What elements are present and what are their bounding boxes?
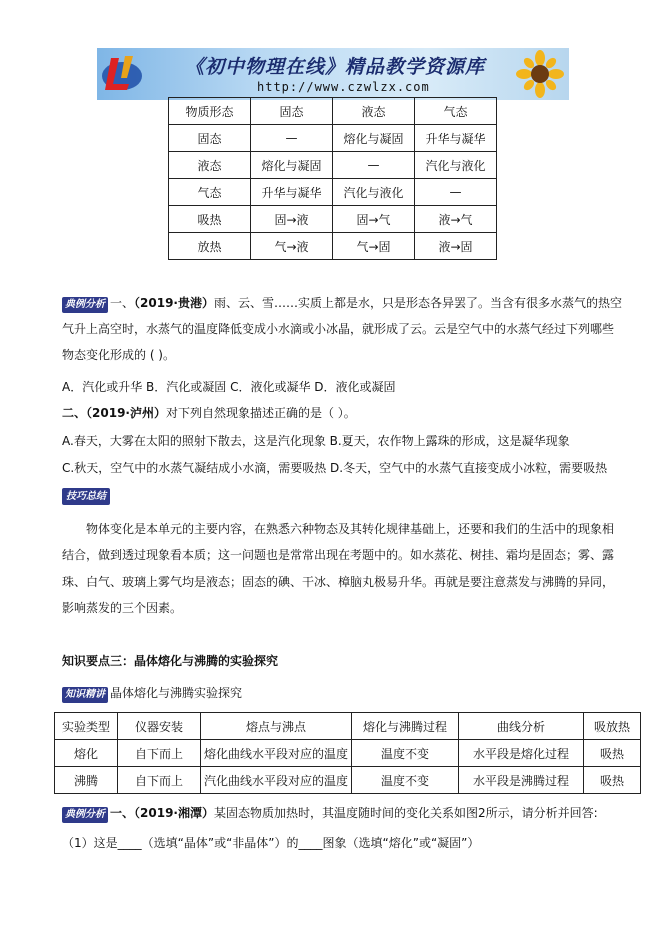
table-header-cell: 熔化与沸腾过程	[352, 713, 459, 740]
table-cell: 固→液	[251, 206, 333, 233]
table-cell: 自下而上	[118, 767, 201, 794]
table-cell: 水平段是熔化过程	[459, 740, 584, 767]
table-row	[169, 206, 497, 233]
table-header-cell: 曲线分析	[459, 713, 584, 740]
table-header-cell: 实验类型	[55, 713, 118, 740]
table-row	[169, 98, 497, 125]
table-row	[169, 125, 497, 152]
example-tag: 典例分析	[62, 297, 108, 313]
example1-q2-stem: 二、（2019·泸州）对下列自然现象描述正确的是（ ）。	[62, 406, 356, 420]
table-cell: 液态	[169, 152, 251, 179]
knowledge-tag: 知识精讲	[62, 687, 108, 703]
table-cell: —	[333, 152, 415, 179]
section3-heading: 知识要点三：晶体熔化与沸腾的实验探究	[62, 654, 279, 668]
example2-sub1: （1）这是____（选填“晶体”或“非晶体”）的____图象（选填“熔化”或“凝固”）	[62, 836, 480, 850]
table-cell: 液→固	[415, 233, 497, 260]
table-cell: 熔化曲线水平段对应的温度	[201, 740, 352, 767]
table-cell: 气→液	[251, 233, 333, 260]
summary-tag: 技巧总结	[62, 488, 110, 505]
example2-stem: 典例分析 一、（2019·湘潭）某固态物质加热时，其温度随时间的变化关系如图2所示，请分析并回答:	[62, 800, 598, 826]
table-cell: 汽化曲线水平段对应的温度	[201, 767, 352, 794]
logo-icon	[99, 50, 145, 96]
example1-q1-line3: 物态变化形成的 ( )。	[62, 348, 175, 362]
table-header-cell: 物质形态	[169, 98, 251, 125]
table-header-cell: 固态	[251, 98, 333, 125]
table-cell: 汽化与液化	[333, 179, 415, 206]
table-row	[55, 740, 641, 767]
table-cell: 熔化	[55, 740, 118, 767]
table-cell: 吸热	[584, 767, 641, 794]
table-cell: 液→气	[415, 206, 497, 233]
table-header-cell: 仪器安装	[118, 713, 201, 740]
table-cell: 温度不变	[352, 740, 459, 767]
table-row	[169, 152, 497, 179]
example1-q2-optionA: A.春天，大雾在太阳的照射下散去，这是汽化现象 B.夏天，农作物上露珠的形成，这是凝华现象	[62, 434, 570, 448]
table-cell: 吸热	[584, 740, 641, 767]
table-cell: 沸腾	[55, 767, 118, 794]
summary-line2: 结合，做到透过现象看本质；这一问题也是常常出现在考题中的。如水蒸花、树挂、霜均是固态；雾、露	[62, 548, 615, 562]
sunflower-icon	[515, 50, 565, 98]
table-cell: 固→气	[333, 206, 415, 233]
banner-url[interactable]: http://www.czwlzx.com	[257, 80, 430, 94]
table-cell: 吸热	[169, 206, 251, 233]
example1-q1-line2: 气升上高空时，水蒸气的温度降低变成小水滴或小冰晶，就形成了云。云是空气中的水蒸气经过下列哪些	[62, 322, 615, 336]
banner-title: 《初中物理在线》精品教学资源库	[185, 56, 486, 78]
table-cell: 固态	[169, 125, 251, 152]
table-cell: 升华与凝华	[251, 179, 333, 206]
table-cell: 升华与凝华	[415, 125, 497, 152]
example-tag: 典例分析	[62, 807, 108, 823]
table-cell: —	[251, 125, 333, 152]
state-change-table	[168, 97, 497, 260]
summary-line1: 物体变化是本单元的主要内容，在熟悉六种物态及其转化规律基础上，还要和我们的生活中的现象相	[86, 522, 615, 536]
table-row	[169, 233, 497, 260]
table-header-cell: 液态	[333, 98, 415, 125]
section3-subtitle-line: 知识精讲 晶体熔化与沸腾实验探究	[62, 680, 242, 706]
example1-q1-line1: 典例分析 一、（2019·贵港）雨、云、雪……实质上都是水，只是形态各异罢了。当含有很多水蒸气的热空	[62, 290, 622, 316]
table-cell: 熔化与凝固	[333, 125, 415, 152]
table-row	[55, 713, 641, 740]
summary-line3: 珠、白气、玻璃上雾气均是液态；固态的碘、干冰、樟脑丸极易升华。再就是要注意蒸发与沸腾的异同，	[62, 575, 615, 589]
table-cell: 气→固	[333, 233, 415, 260]
table-cell: 温度不变	[352, 767, 459, 794]
table-row	[55, 767, 641, 794]
table-cell: 自下而上	[118, 740, 201, 767]
table-cell: 水平段是沸腾过程	[459, 767, 584, 794]
table-cell: 汽化与液化	[415, 152, 497, 179]
table-cell: 气态	[169, 179, 251, 206]
example1-q1-options: A．汽化或升华 B．汽化或凝固 C．液化或凝华 D．液化或凝固	[62, 380, 396, 394]
example1-q2-optionC: C.秋天，空气中的水蒸气凝结成小水滴，需要吸热 D.冬天，空气中的水蒸气直接变成小冰粒，需要吸热	[62, 461, 608, 475]
summary-line4: 影响蒸发的三个因素。	[62, 601, 183, 615]
table-row	[169, 179, 497, 206]
table-cell: 熔化与凝固	[251, 152, 333, 179]
table-cell: —	[415, 179, 497, 206]
header-banner	[97, 48, 569, 100]
table-header-cell: 气态	[415, 98, 497, 125]
table-header-cell: 吸放热	[584, 713, 641, 740]
experiment-table	[54, 712, 641, 794]
table-cell: 放热	[169, 233, 251, 260]
table-header-cell: 熔点与沸点	[201, 713, 352, 740]
